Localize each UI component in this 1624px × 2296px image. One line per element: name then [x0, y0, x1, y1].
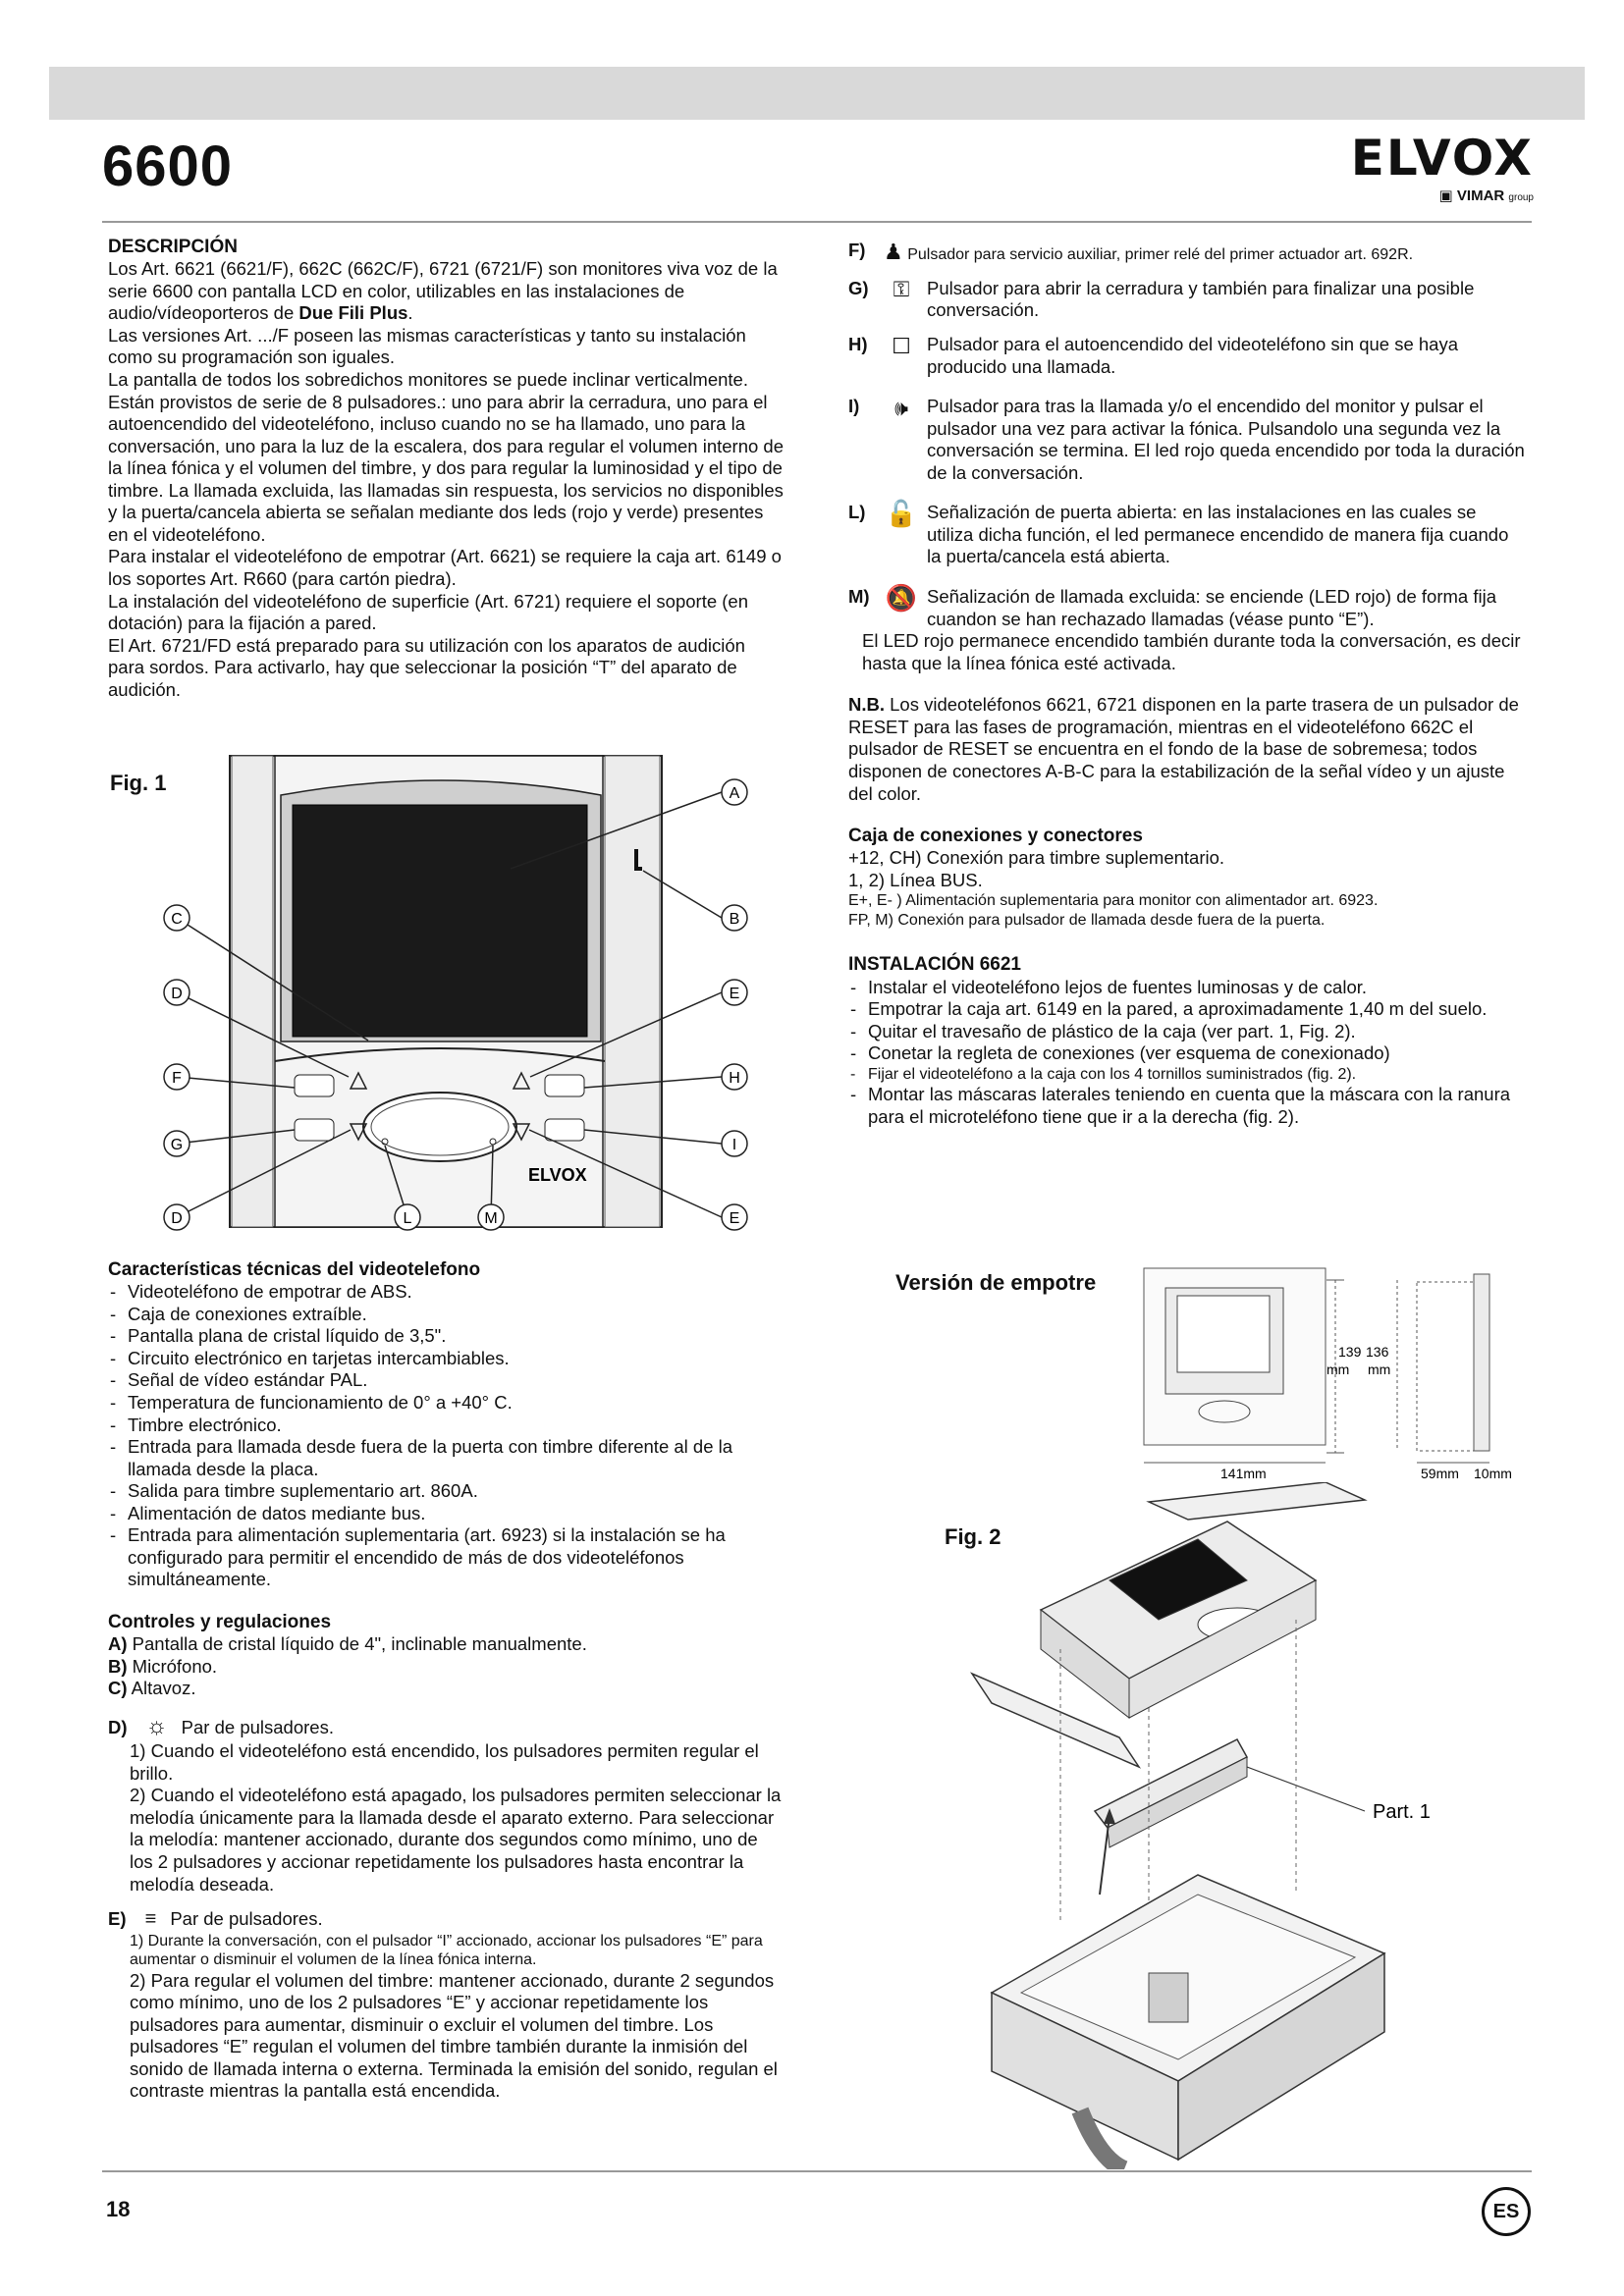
list-item: - Circuito electrónico en tarjetas intercambiables. — [108, 1348, 785, 1370]
list-item: - Timbre electrónico. — [108, 1415, 785, 1437]
brand-sub: VIMAR — [1456, 187, 1505, 204]
list-item: - Videoteléfono de empotrar de ABS. — [108, 1281, 785, 1304]
svg-text:136: 136 — [1366, 1344, 1389, 1360]
language-badge: ES — [1482, 2187, 1531, 2236]
caja-title: Caja de conexiones y conectores — [848, 826, 1143, 847]
svg-text:10mm: 10mm — [1474, 1466, 1512, 1481]
svg-text:139: 139 — [1338, 1344, 1362, 1360]
volume-icon: ≡ — [144, 1908, 157, 1931]
monitor-square-icon: ☐ — [892, 333, 911, 358]
list-item: - Caja de conexiones extraíble. — [108, 1304, 785, 1326]
brightness-icon: ☼ — [145, 1712, 168, 1739]
callout-f: F — [172, 1070, 182, 1087]
control-m-extra: El LED rojo permanece encendido también durante toda la conversación, es decir hasta que la línea fónica esté activada. — [862, 630, 1521, 673]
model-title: 6600 — [102, 134, 234, 198]
control-c: C) Altavoz. — [108, 1678, 196, 1699]
control-m: M) 🔕 Señalización de llamada excluida: se enciende (LED rojo) de forma fija cuandon se han rechazado llamadas (véase punto “E”). — [848, 583, 1496, 629]
caja-row: +12, CH) Conexión para timbre suplementario. — [848, 847, 1225, 869]
callout-d2: D — [171, 1210, 183, 1227]
fig1-label: Fig. 1 — [110, 771, 167, 795]
control-e-1: 1) Durante la conversación, con el pulsador “I” accionado, accionar los pulsadores “E” para aumentar o disminuir el volumen de la línea fónica interna. — [130, 1932, 763, 1969]
caracteristicas-title: Características técnicas del videotelefono — [108, 1259, 481, 1280]
list-item: - Temperatura de funcionamiento de 0° a +40° C. — [108, 1392, 785, 1415]
svg-text:59mm: 59mm — [1421, 1466, 1459, 1481]
control-b: B) Micrófono. — [108, 1655, 218, 1677]
list-item: - Fijar el videoteléfono a la caja con los 4 tornillos suministrados (fig. 2). — [848, 1065, 1526, 1085]
padlock-icon: 🔓 — [885, 499, 918, 529]
fig1-monitor-diagram — [157, 751, 756, 1242]
version-dimension-diagram — [1134, 1266, 1556, 1484]
descripcion-p3: La pantalla de todos los sobredichos monitores se puede inclinar verticalmente. Están provistos de serie de 8 pulsadores.: uno para abrir la cerradura, uno para el autoencendido del videoteléfono, incluso cuando no se ha llamado, uno para la conversación, uno para la luz de la escalera, dos para regular el volumen interno de la línea fónica y el volumen del timbre, y dos para regular la luminosidad y el tipo de timbre. La llamada excluida, las llamadas sin respuesta, los servicios no disponibles y la puerta/cancela abierta se señalan mediante dos leds (rojo y verde) presentes en el videoteléfono. — [108, 368, 784, 545]
control-l: L) 🔓 Señalización de puerta abierta: en las instalaciones en las cuales se utiliza dicha función, el led permanece encendido de manera fija cuando la puerta/cancela está abierta. — [848, 499, 1509, 567]
callout-l: L — [403, 1210, 412, 1227]
list-item: - Alimentación de datos mediante bus. — [108, 1503, 785, 1525]
descripcion-p5: La instalación del videoteléfono de superficie (Art. 6721) requiere el soporte (en dotación) para la fijación a pared. — [108, 590, 749, 634]
caracteristicas-list — [108, 1281, 785, 1591]
list-item: - Empotrar la caja art. 6149 en la pared, a aproximadamente 1,40 m del suelo. — [848, 998, 1526, 1021]
top-banner — [49, 67, 1585, 120]
control-h: H) ☐ Pulsador para el autoencendido del videoteléfono sin que se haya producido una llamada. — [848, 333, 1459, 377]
callout-g: G — [170, 1137, 184, 1153]
controles-title: Controles y regulaciones — [108, 1612, 332, 1633]
descripcion-p4: Para instalar el videoteléfono de empotrar (Art. 6621) se requiere la caja art. 6149 o los soportes Art. R660 (para cartón piedra). — [108, 546, 782, 590]
instalacion-list — [848, 977, 1526, 1129]
descripcion-title: DESCRIPCIÓN — [108, 237, 238, 257]
callout-h: H — [729, 1070, 740, 1087]
control-g: G) ⚿ Pulsador para abrir la cerradura y también para finalizar una posible conversación. — [848, 277, 1475, 321]
version-title: Versión de empotre — [895, 1270, 1097, 1295]
svg-text:mm: mm — [1326, 1362, 1350, 1377]
callout-d: D — [171, 986, 183, 1002]
callout-a: A — [729, 785, 740, 802]
speaker-icon: 🕪 — [894, 395, 908, 420]
page-number: 18 — [106, 2197, 131, 2221]
descripcion-p1: Los Art. 6621 (6621/F), 662C (662C/F), 6721 (6721/F) son monitores viva voz de la serie 6600 con pantalla LCD en color, utilizables en las instalaciones de audio/vídeoporteros de Due Fili Plus. — [108, 258, 778, 324]
control-e-2: 2) Para regular el volumen del timbre: mantener accionado, durante 2 segundos como mínimo, uno de los 2 pulsadores “E” y accionar repetidamente los pulsadores para aumentar, disminuir o excluir el volumen del timbre. Los pulsadores “E” regulan el volumen del timbre también durante la inmisión del sonido de llamada interna o externa. Terminada la emisión del sonido, regulan el contraste mientras la pantalla está encendida. — [130, 1969, 778, 2102]
descripcion-section — [108, 236, 785, 701]
caja-row: 1, 2) Línea BUS. — [848, 869, 983, 890]
control-d-2: 2) Cuando el videoteléfono está apagado, los pulsadores permiten seleccionar la melodía únicamente para la llamada desde el aparato externo. Para seleccionar la melodía: mantener accionado, durante dos segundos como mínimo, uno de los 2 pulsadores y accionar repetidamente los pulsadores hasta encontrar la melodía deseada. — [130, 1785, 782, 1895]
brand-logo — [1350, 130, 1534, 204]
nb-note: N.B. Los videoteléfonos 6621, 6721 disponen en la parte trasera de un pulsador de RESET para las fases de programación, mientras en el videoteléfono 662C el pulsador de RESET se encuentra en el fondo de la base de sobremesa; todos disponen de conectores A-B-C para la estabilización de la señal vídeo y un ajuste del color. — [848, 694, 1519, 804]
descripcion-p2: Las versiones Art. .../F poseen las mismas características y tanto su instalación como su programación son iguales. — [108, 324, 746, 368]
list-item: - Pantalla plana de cristal líquido de 3,5". — [108, 1325, 785, 1348]
vimar-icon: ▣ — [1438, 187, 1453, 204]
control-f: F) ♟ Pulsador para servicio auxiliar, primer relé del primer actuador art. 692R. — [848, 240, 1414, 264]
caja-row: E+, E- ) Alimentación suplementaria para monitor con alimentador art. 6923. — [848, 892, 1379, 910]
callout-m: M — [484, 1210, 498, 1227]
control-d: D) ☼ Par de pulsadores. — [108, 1712, 334, 1739]
brand-name: ELVOX — [1350, 130, 1534, 187]
key-icon: ⚿ — [893, 277, 910, 302]
list-item: - Montar las máscaras laterales teniendo en cuenta que la máscara con la ranura para el microteléfono tiene que ir a la derecha (fig. 2). — [848, 1084, 1526, 1128]
right-controls-section — [848, 236, 1526, 1128]
list-item: - Entrada para llamada desde fuera de la puerta con timbre diferente al de la llamada desde la placa. — [108, 1436, 785, 1480]
caracteristicas-section — [108, 1258, 785, 2103]
control-i: I) 🕪 Pulsador para tras la llamada y/o el encendido del monitor y pulsar el pulsador una vez para activar la fónica. Pulsandolo una segunda vez la conversación se termina. El led rojo queda encendido por toda la duración de la conversación. — [848, 395, 1525, 483]
fig1-device-logo: ELVOX — [528, 1165, 587, 1185]
list-item: - Entrada para alimentación suplementaria (art. 6923) si la instalación se ha configurado para permitir el encendido de más de dos videoteléfonos simultáneamente. — [108, 1524, 785, 1591]
list-item: - Salida para timbre suplementario art. 860A. — [108, 1480, 785, 1503]
descripcion-p6: El Art. 6721/FD está preparado para su utilización con los aparatos de audición para sordos. Para activarlo, hay que seleccionar la posición “T” del aparato de audición. — [108, 634, 745, 700]
caja-row: FP, M) Conexión para pulsador de llamada desde fuera de la puerta. — [848, 911, 1326, 929]
brand-group: group — [1508, 192, 1534, 203]
callout-b: B — [729, 911, 740, 928]
callout-c: C — [171, 911, 183, 928]
footer-rule — [102, 2170, 1532, 2172]
control-d-1: 1) Cuando el videoteléfono está encendido, los pulsadores permiten regular el brillo. — [130, 1740, 759, 1784]
list-item: - Instalar el videoteléfono lejos de fuentes luminosas y de calor. — [848, 977, 1526, 999]
fig2-label: Fig. 2 — [945, 1524, 1001, 1549]
bell-icon: ♟ — [884, 240, 903, 264]
list-item: - Quitar el travesaño de plástico de la caja (ver part. 1, Fig. 2). — [848, 1021, 1526, 1043]
list-item: - Señal de vídeo estándar PAL. — [108, 1369, 785, 1392]
callout-e: E — [729, 986, 740, 1002]
header-rule — [102, 221, 1532, 223]
control-e: E) ≡ Par de pulsadores. — [108, 1908, 323, 1931]
control-a: A) Pantalla de cristal líquido de 4", inclinable manualmente. — [108, 1633, 587, 1655]
instalacion-title: INSTALACIÓN 6621 — [848, 954, 1021, 976]
callout-e2: E — [729, 1210, 740, 1227]
fig2-installation-diagram — [952, 1482, 1443, 2169]
part1-label: Part. 1 — [1373, 1801, 1431, 1823]
svg-text:mm: mm — [1368, 1362, 1391, 1377]
list-item: - Conetar la regleta de conexiones (ver esquema de conexionado) — [848, 1042, 1526, 1065]
svg-text:141mm: 141mm — [1220, 1466, 1267, 1481]
bell-muted-icon: 🔕 — [885, 583, 918, 614]
callout-i: I — [731, 1137, 737, 1153]
